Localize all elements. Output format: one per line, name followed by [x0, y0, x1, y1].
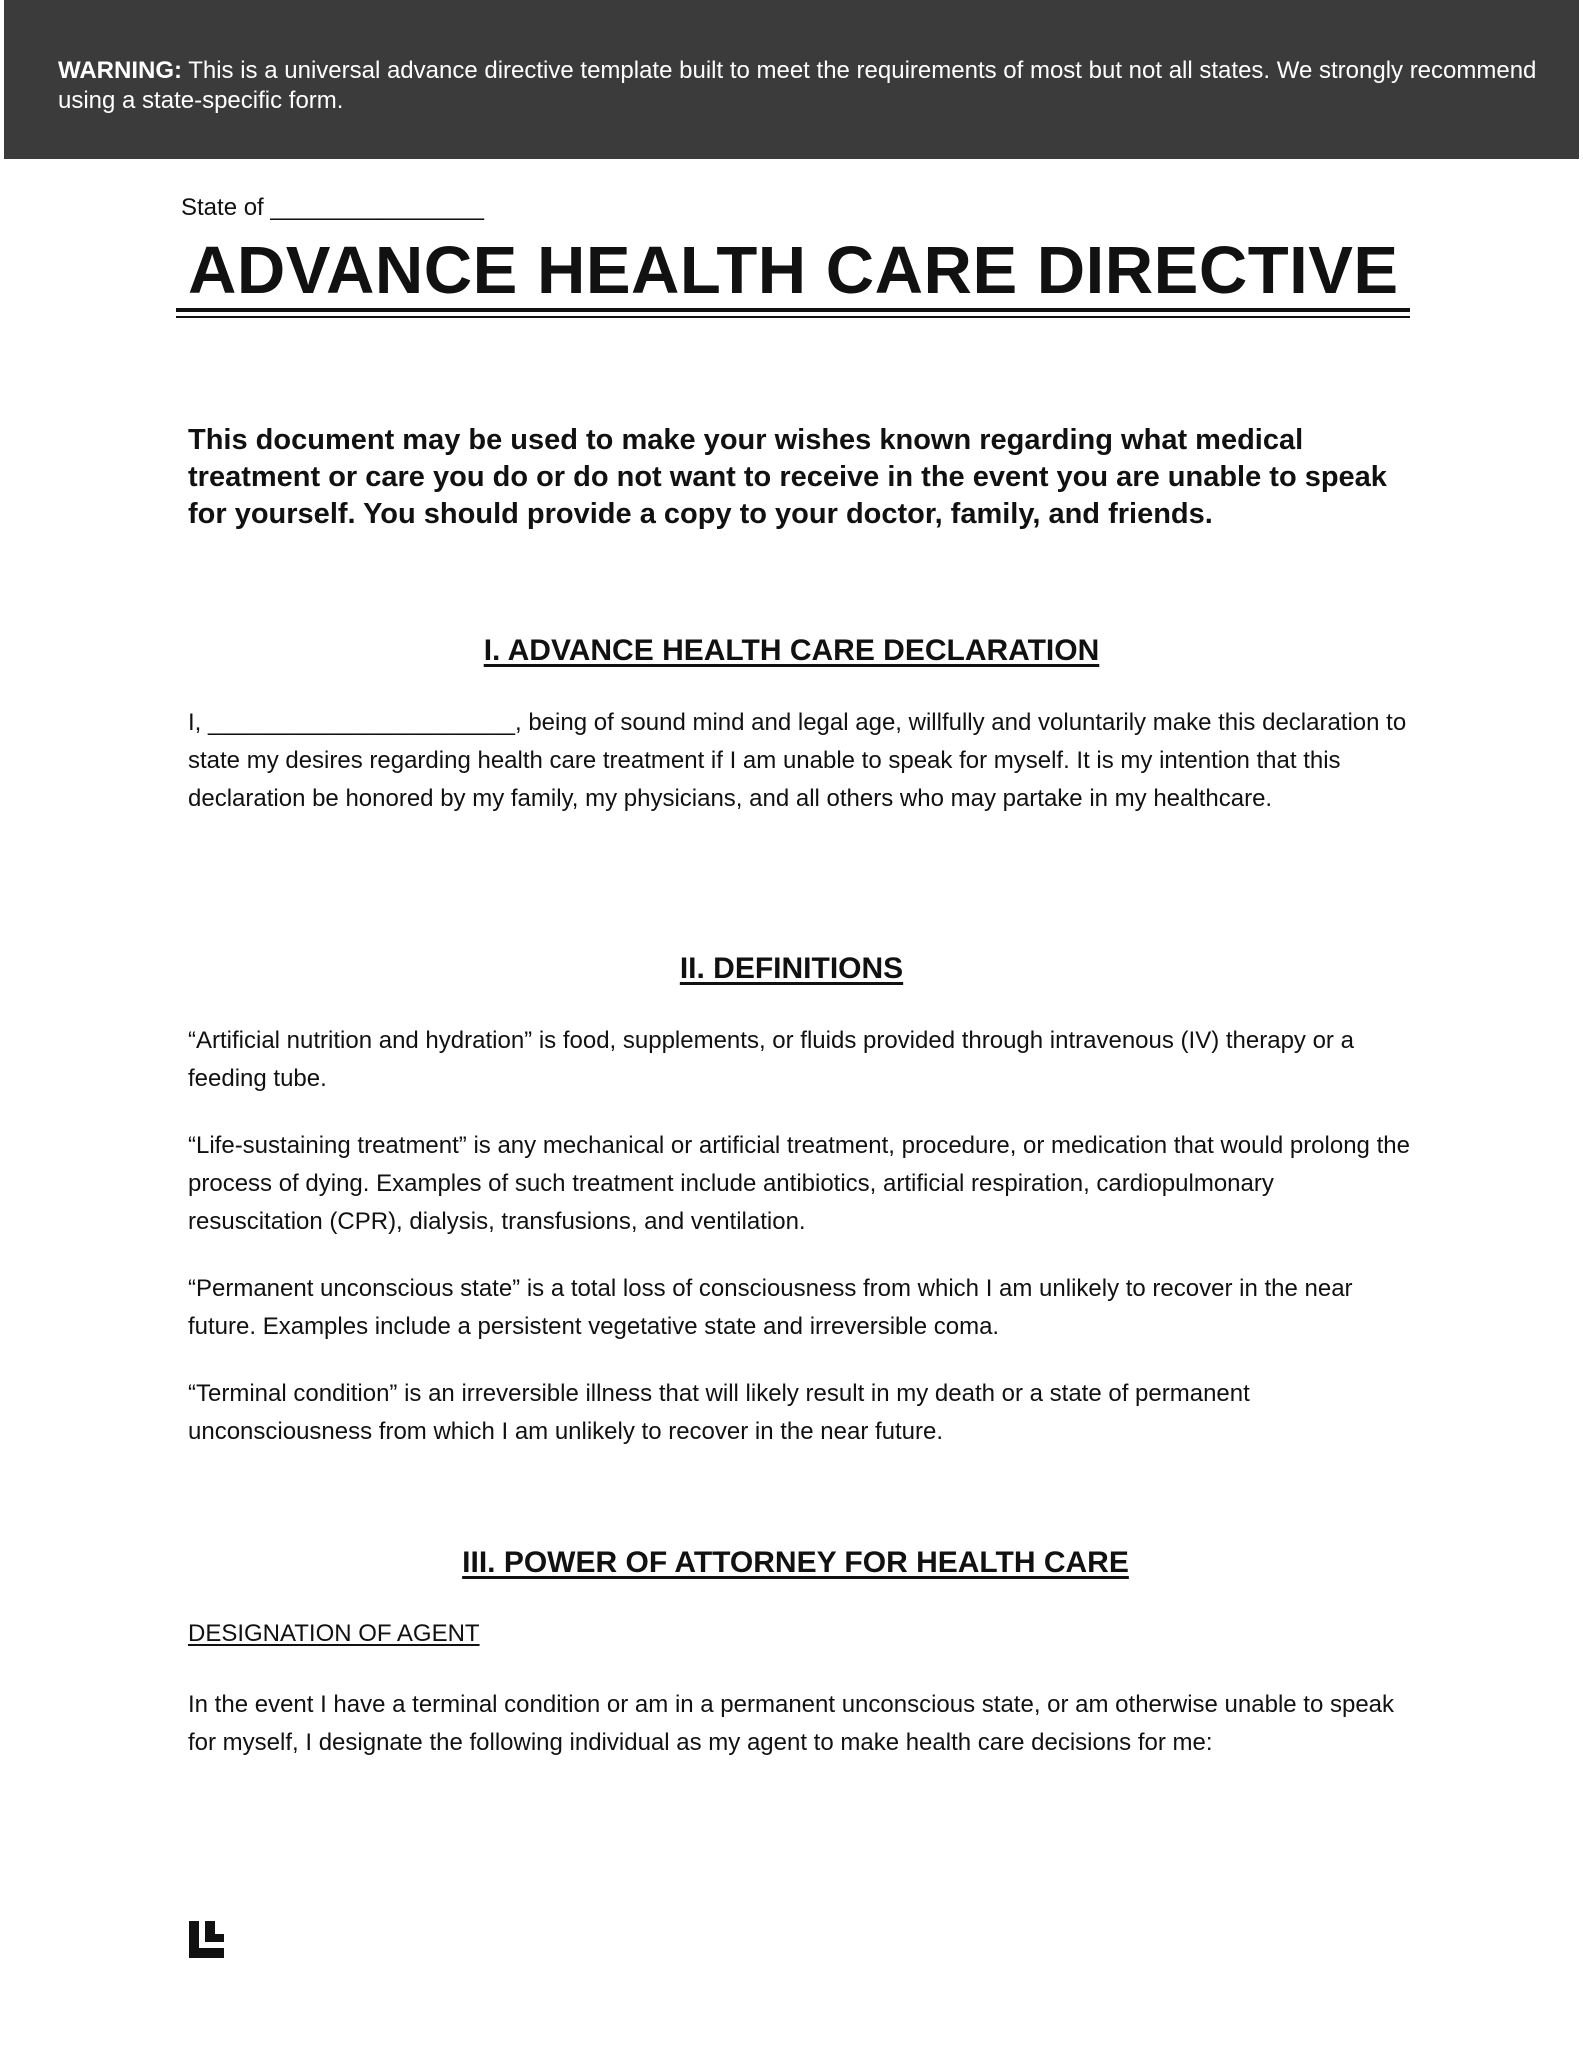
definition-item: “Life-sustaining treatment” is any mechanical or artificial treatment, procedure, or medication that would prolong the process of dying. Examples of such treatment include antibiotics, artificial respiration, cardiopulmonary resuscitation (CPR), dialysis, transfusions, and ventilation. — [188, 1132, 1410, 1235]
section-heading-power-of-attorney: III. POWER OF ATTORNEY FOR HEALTH CARE — [462, 1546, 1129, 1579]
section-heading-definitions: II. DEFINITIONS — [679, 952, 904, 985]
page-title: ADVANCE HEALTH CARE DIRECTIVE — [188, 233, 1399, 308]
warning-label: WARNING: — [58, 57, 182, 84]
declaration-paragraph: I, _______________________, being of sound mind and legal age, willfully and voluntarily make this declaration to state my desires regarding health care treatment if I am unable to speak for myself. It is my intention that this declaration be honored by my family, my physicians, and all others who may partake in my healthcare. — [188, 709, 1407, 812]
state-field: State of ________________ — [181, 194, 484, 221]
intro-paragraph: This document may be used to make your wishes known regarding what medical treatment or care you do or do not want to receive in the event you are unable to speak for yourself. You should provide a copy to your doctor, family, and friends. — [188, 424, 1387, 530]
warning-banner — [4, 0, 1579, 159]
designation-of-agent-subheading: DESIGNATION OF AGENT — [188, 1620, 480, 1647]
definition-item: “Artificial nutrition and hydration” is food, supplements, or fluids provided through intravenous (IV) therapy or a feeding tube. — [188, 1027, 1354, 1092]
lawdistrict-logo-icon — [189, 1921, 224, 1958]
definition-item: “Permanent unconscious state” is a total loss of consciousness from which I am unlikely to recover in the near future. Examples include a persistent vegetative state and irreversible coma. — [188, 1275, 1353, 1340]
warning-text: This is a universal advance directive template built to meet the requirements of most but not all states. We strongly recommend using a state-specific form. — [58, 57, 1537, 114]
title-divider — [176, 308, 1410, 318]
section-heading-declaration: I. ADVANCE HEALTH CARE DECLARATION — [483, 634, 1100, 667]
agent-designation-paragraph: In the event I have a terminal condition or am in a permanent unconscious state, or am otherwise unable to speak for myself, I designate the following individual as my agent to make health care decisions for me: — [188, 1691, 1395, 1756]
definition-item: “Terminal condition” is an irreversible illness that will likely result in my death or a state of permanent unconsciousness from which I am unlikely to recover in the near future. — [188, 1380, 1250, 1445]
